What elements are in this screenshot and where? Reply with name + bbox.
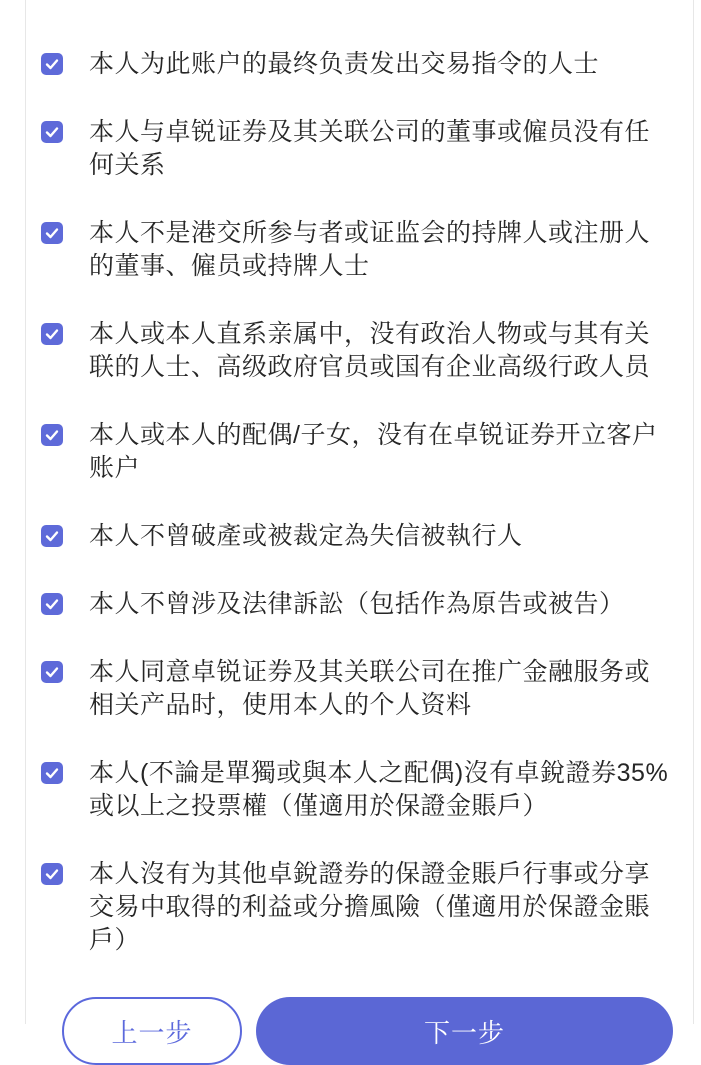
checklist-item-label: 本人(不論是單獨或與本人之配偶)沒有卓銳證券35%或以上之投票權（僅適用於保證金賬戶） — [89, 759, 669, 820]
previous-step-button[interactable]: 上一步 — [62, 997, 242, 1065]
checklist-item — [41, 116, 673, 182]
checkmark-icon — [44, 427, 60, 443]
checkmark-icon — [44, 56, 60, 72]
checklist-item — [41, 318, 673, 384]
checkbox[interactable] — [41, 525, 63, 547]
checklist-item — [41, 588, 673, 621]
checkmark-icon — [44, 528, 60, 544]
declaration-panel — [25, 0, 694, 1048]
next-step-button[interactable]: 下一步 — [256, 997, 673, 1065]
checkbox[interactable] — [41, 593, 63, 615]
checkbox[interactable] — [41, 121, 63, 143]
checklist-item — [41, 520, 673, 553]
checkmark-icon — [44, 765, 60, 781]
checkmark-icon — [44, 866, 60, 882]
checklist-item-label: 本人不是港交所参与者或证监会的持牌人或注册人的董事、僱员或持牌人士 — [89, 219, 651, 280]
footer-actions — [41, 997, 673, 1065]
checkbox[interactable] — [41, 424, 63, 446]
checkbox[interactable] — [41, 762, 63, 784]
checklist-item — [41, 858, 673, 957]
checklist-item-label: 本人为此账户的最终负责发出交易指令的人士 — [89, 50, 600, 78]
checkbox[interactable] — [41, 323, 63, 345]
checklist-item — [41, 217, 673, 283]
checkmark-icon — [44, 225, 60, 241]
checkbox[interactable] — [41, 53, 63, 75]
checklist-item — [41, 757, 673, 823]
checklist-item-label: 本人或本人直系亲属中，没有政治人物或与其有关联的人士、高级政府官员或国有企业高级行政人员 — [89, 320, 651, 381]
checklist-item — [41, 656, 673, 722]
checklist-item-label: 本人同意卓锐证券及其关联公司在推广金融服务或相关产品时，使用本人的个人资料 — [89, 658, 651, 719]
checkmark-icon — [44, 664, 60, 680]
checkmark-icon — [44, 326, 60, 342]
checkbox[interactable] — [41, 863, 63, 885]
checklist-item-label: 本人不曾涉及法律訴訟（包括作為原告或被告） — [89, 590, 625, 618]
checkbox[interactable] — [41, 222, 63, 244]
checkmark-icon — [44, 124, 60, 140]
checklist-item — [41, 419, 673, 485]
checklist-item-label: 本人与卓锐证券及其关联公司的董事或僱员没有任何关系 — [89, 118, 651, 179]
checkbox[interactable] — [41, 661, 63, 683]
checklist-item — [41, 48, 673, 81]
checkmark-icon — [44, 596, 60, 612]
checklist-item-label: 本人或本人的配偶/子女，没有在卓锐证券开立客户账户 — [89, 421, 658, 482]
checklist-item-label: 本人沒有为其他卓銳證券的保證金賬戶行事或分享交易中取得的利益或分擔風險（僅適用於保證金賬戶） — [89, 860, 651, 954]
checklist-item-label: 本人不曾破產或被裁定為失信被執行人 — [89, 522, 523, 550]
